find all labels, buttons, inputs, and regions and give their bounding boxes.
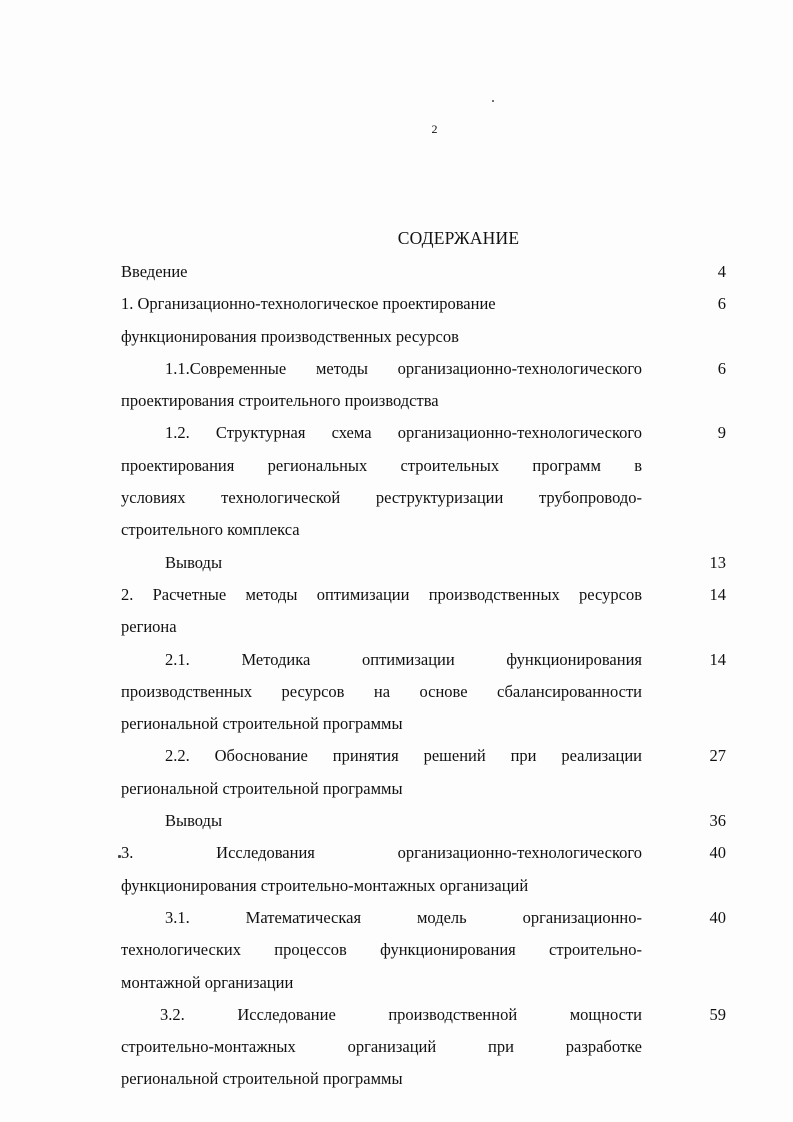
toc-heading: СОДЕРЖАНИЕ [397,228,520,248]
toc-entry-text: технологических процессов функционирования строительно- [121,940,642,960]
toc-page-number: 36 [709,811,726,831]
toc-entry-chapter-1 [121,288,726,353]
toc-entry-section-1-1 [121,353,726,418]
toc-entry-text: региона [121,617,177,637]
toc-entry-conclusions-1 [121,547,726,579]
toc-entry-intro [121,256,726,288]
toc-page-number: 27 [709,746,726,766]
toc-entry-text: Выводы [165,811,223,831]
toc-entry-text: региональной строительной программы [121,1069,403,1089]
toc-entry-text: 3.2. Исследование производственной мощности [160,1004,642,1024]
toc-entry-text: 2.1. Методика оптимизации функционирования [165,649,642,669]
toc-entry-text: региональной строительной программы [121,714,403,734]
toc-entry-text: 2.2. Обоснование принятия решений при реализации [165,746,642,766]
toc-page-number: 9 [717,423,726,443]
toc-page-number: 40 [709,843,726,863]
toc-entry-section-2-2 [121,740,726,805]
toc-page-number: 6 [717,294,726,314]
toc-entry-text: функционирования строительно-монтажных организаций [121,875,529,895]
toc-entry-section-3-1 [121,902,726,999]
toc-entry-chapter-3 [121,837,726,902]
toc-entry-section-3-2 [121,999,726,1096]
scan-speck [492,100,494,102]
toc-page-number: 40 [709,907,726,927]
toc-entry-conclusions-2 [121,805,726,837]
toc-entry-text: проектирования региональных строительных программ в [121,455,642,475]
toc-page-number: 14 [709,649,726,669]
toc-entry-text: Выводы [165,552,223,572]
toc-entry-text: региональной строительной программы [121,778,403,798]
toc-entry-section-1-2 [121,417,726,546]
toc-entry-text: Введение [121,262,188,281]
toc-page-number: 14 [709,584,726,604]
toc-entry-text: проектирования строительного производства [121,391,439,411]
page-number: 2 [431,122,438,136]
toc-entry-chapter-2 [121,579,726,644]
toc-page-number: 13 [709,552,726,572]
toc-entry-text: строительного комплекса [121,520,300,540]
toc-entry-text: 2. Расчетные методы оптимизации производственных ресурсов [121,584,642,604]
toc-entry-text: монтажной организации [121,972,294,992]
toc-entry-text: функционирования производственных ресурсов [121,326,459,346]
toc-entry-text: 3. Исследования организационно-технологического [121,843,642,863]
toc-entry-text: строительно-монтажных организаций при разработке [121,1037,642,1057]
toc-entry-text: 1. Организационно-технологическое проектирование [121,294,496,314]
toc-page-number: 6 [717,358,726,378]
toc-page-number: 4 [717,262,726,281]
toc-entry-section-2-1 [121,644,726,741]
toc-entry-text: 1.2. Структурная схема организационно-технологического [165,423,642,443]
toc-entry-text: 3.1. Математическая модель организационно- [165,907,642,927]
toc-page-number: 59 [709,1004,726,1024]
toc-entry-text: производственных ресурсов на основе сбалансированности [121,681,642,701]
toc-entry-text: 1.1.Современные методы организационно-технологического [165,358,642,378]
toc-entry-text: условиях технологической реструктуризации трубопроводо- [121,488,642,508]
table-of-contents [121,256,726,1096]
